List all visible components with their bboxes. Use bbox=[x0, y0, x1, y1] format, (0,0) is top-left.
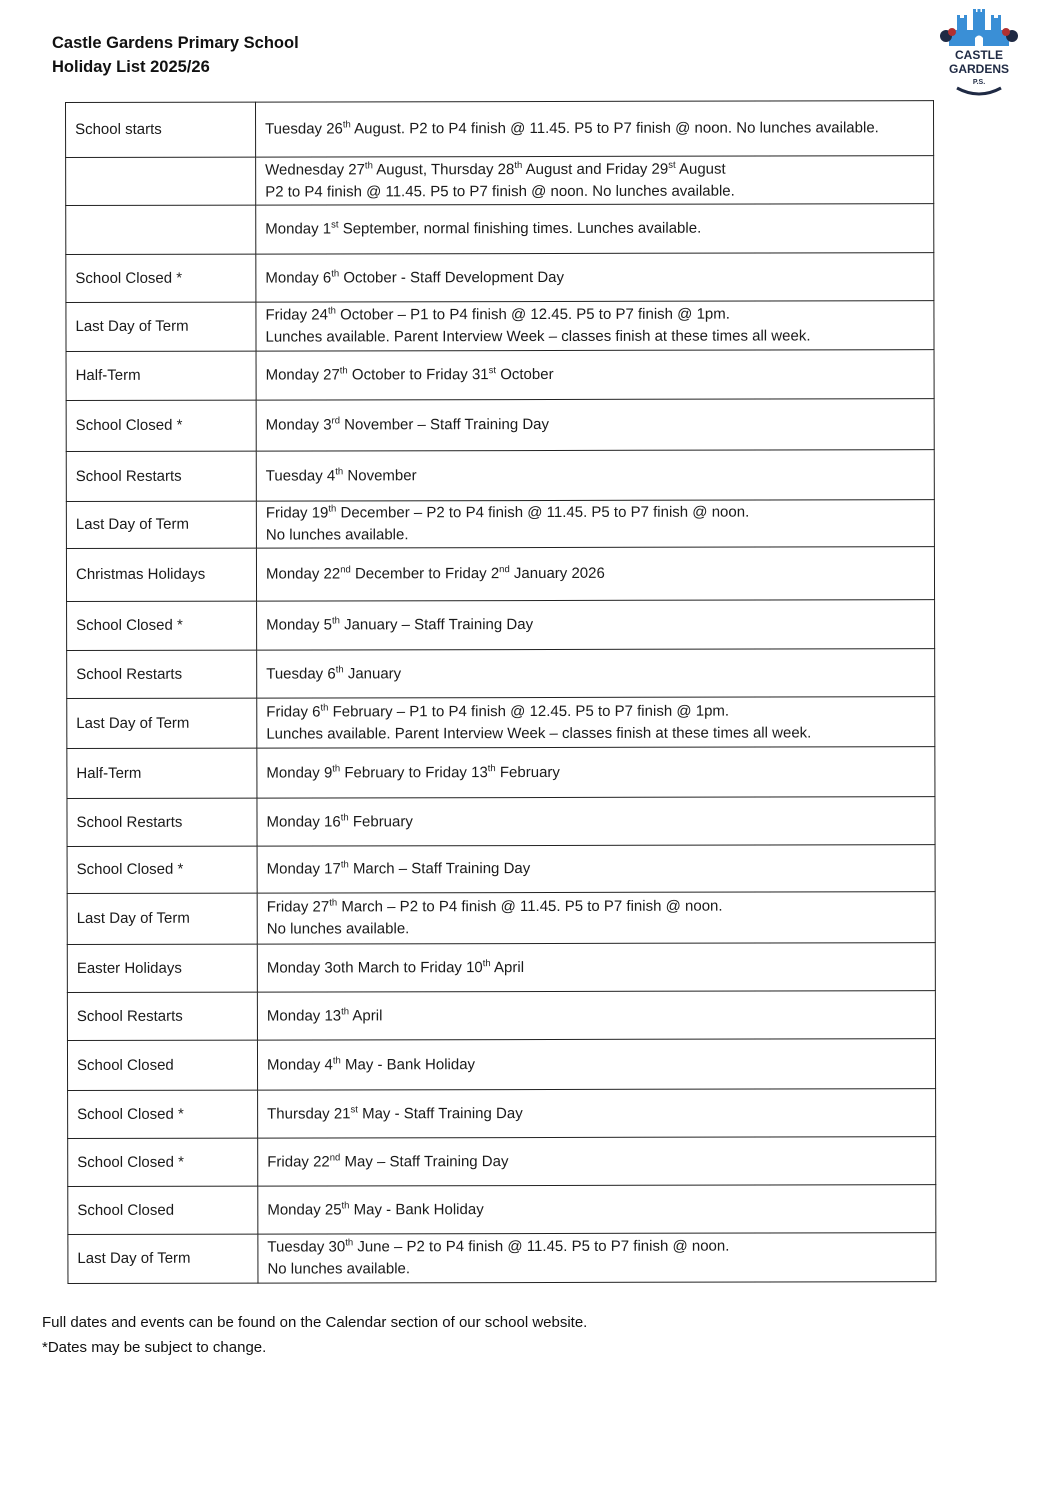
event-details bbox=[256, 204, 934, 254]
logo-line-2: GARDENS bbox=[948, 62, 1010, 76]
detail-line: Monday 13th April bbox=[266, 1005, 383, 1025]
event-details bbox=[258, 1233, 936, 1283]
detail-line: No lunches available. bbox=[266, 920, 410, 938]
table-row bbox=[67, 747, 935, 799]
event-label: School Closed bbox=[68, 1186, 258, 1234]
detail-line: Friday 19th December – P2 to P4 finish @ 11.45. P5 to P7 finish @ noon. bbox=[265, 503, 750, 522]
detail-line: Tuesday 30th June – P2 to P4 finish @ 11.45. P5 to P7 finish @ noon. bbox=[267, 1237, 730, 1256]
event-label: School Closed bbox=[67, 1040, 257, 1090]
table-row bbox=[67, 845, 935, 894]
detail-line: Monday 3oth March to Friday 10th April bbox=[266, 957, 525, 977]
detail-line: Monday 9th February to Friday 13th February bbox=[266, 762, 560, 782]
table-row bbox=[67, 797, 935, 847]
table-row bbox=[67, 892, 935, 945]
detail-line: P2 to P4 finish @ 11.45. P5 to P7 finish @ noon. No lunches available. bbox=[265, 182, 735, 201]
event-label: School Closed * bbox=[67, 846, 257, 893]
table-row bbox=[66, 547, 934, 602]
event-details bbox=[257, 747, 935, 798]
event-details bbox=[257, 991, 935, 1040]
event-label: Christmas Holidays bbox=[66, 548, 256, 601]
event-details bbox=[258, 1089, 936, 1138]
event-details bbox=[258, 1185, 936, 1234]
detail-line: Monday 22nd December to Friday 2nd January 2026 bbox=[265, 564, 605, 583]
table-row bbox=[66, 301, 934, 352]
table-row bbox=[66, 253, 934, 303]
event-details bbox=[256, 547, 934, 601]
detail-line: Tuesday 4th November bbox=[265, 465, 417, 485]
table-row bbox=[66, 500, 934, 549]
table-row bbox=[66, 399, 934, 452]
event-details bbox=[256, 253, 934, 302]
detail-line: Monday 4th May - Bank Holiday bbox=[266, 1054, 476, 1074]
table-row bbox=[68, 1089, 936, 1139]
event-details bbox=[256, 350, 934, 400]
event-details bbox=[257, 697, 935, 748]
detail-line: Thursday 21st May - Staff Training Day bbox=[267, 1103, 523, 1123]
document-footer bbox=[42, 1310, 587, 1360]
castle-icon bbox=[949, 9, 1009, 46]
event-details bbox=[258, 1137, 936, 1186]
table-row bbox=[67, 943, 935, 993]
event-label: School Closed * bbox=[66, 400, 256, 451]
event-label: Easter Holidays bbox=[67, 944, 257, 992]
detail-line: Tuesday 26th August. P2 to P4 finish @ 11.45. P5 to P7 finish @ noon. No lunches available. bbox=[265, 119, 879, 138]
footer-disclaimer: *Dates may be subject to change. bbox=[42, 1339, 267, 1356]
table-row bbox=[68, 1233, 936, 1284]
detail-line: Friday 27th March – P2 to P4 finish @ 11.45. P5 to P7 finish @ noon. bbox=[266, 897, 723, 916]
table-row bbox=[66, 350, 934, 401]
table-row bbox=[68, 1137, 936, 1187]
detail-line: Monday 1st September, normal finishing times. Lunches available. bbox=[265, 219, 702, 238]
footer-note: Full dates and events can be found on the Calendar section of our school website. bbox=[42, 1314, 588, 1331]
event-label: Last Day of Term bbox=[66, 501, 256, 548]
table-row bbox=[67, 697, 935, 749]
school-name: Castle Gardens Primary School bbox=[52, 34, 299, 52]
detail-line: Friday 6th February – P1 to P4 finish @ 12.45. P5 to P7 finish @ 1pm. bbox=[266, 701, 730, 721]
table-row bbox=[68, 1185, 936, 1235]
detail-line: Monday 27th October to Friday 31st October bbox=[265, 365, 554, 384]
event-label: Half-Term bbox=[66, 351, 256, 400]
list-title: Holiday List 2025/26 bbox=[52, 58, 210, 76]
table-row bbox=[66, 450, 934, 502]
event-details bbox=[256, 156, 934, 205]
detail-line: Friday 24th October – P1 to P4 finish @ 12.45. P5 to P7 finish @ 1pm. bbox=[265, 305, 730, 324]
event-details bbox=[256, 450, 934, 501]
event-label: School Restarts bbox=[67, 992, 257, 1040]
logo-swoosh bbox=[957, 88, 1001, 94]
table-row bbox=[67, 991, 935, 1041]
event-details bbox=[257, 1039, 935, 1090]
detail-line: Lunches available. Parent Interview Week – classes finish at these times all week. bbox=[266, 723, 812, 743]
detail-line: Friday 22nd May – Staff Training Day bbox=[267, 1151, 509, 1171]
event-label: School Restarts bbox=[67, 798, 257, 846]
event-label: Last Day of Term bbox=[67, 698, 257, 748]
event-details bbox=[256, 301, 934, 351]
event-details bbox=[256, 500, 934, 548]
event-details bbox=[257, 600, 935, 650]
event-label: School starts bbox=[66, 102, 256, 157]
table-row bbox=[66, 204, 934, 255]
detail-line: Monday 17th March – Staff Training Day bbox=[266, 859, 531, 878]
event-label: Half-Term bbox=[67, 748, 257, 798]
detail-line: No lunches available. bbox=[267, 1260, 411, 1278]
detail-line: Monday 16th February bbox=[266, 811, 413, 831]
detail-line: No lunches available. bbox=[265, 526, 409, 544]
event-details bbox=[257, 797, 935, 846]
event-label: School Closed * bbox=[67, 601, 257, 650]
detail-line: Monday 5th January – Staff Training Day bbox=[266, 615, 534, 634]
event-details bbox=[257, 892, 935, 944]
event-label bbox=[66, 205, 256, 254]
table-row bbox=[67, 600, 935, 651]
table-row bbox=[67, 1039, 935, 1091]
event-details bbox=[257, 649, 935, 698]
event-details bbox=[256, 101, 934, 157]
logo-line-1: CASTLE bbox=[955, 48, 1003, 62]
detail-line: Lunches available. Parent Interview Week – classes finish at these times all week. bbox=[265, 327, 811, 346]
detail-line: Tuesday 6th January bbox=[266, 663, 402, 683]
event-details bbox=[256, 399, 934, 451]
detail-line: Monday 25th May - Bank Holiday bbox=[267, 1199, 484, 1219]
holiday-table bbox=[65, 100, 936, 1284]
detail-line: Wednesday 27th August, Thursday 28th August and Friday 29st August bbox=[265, 159, 726, 179]
event-label: School Restarts bbox=[66, 451, 256, 501]
event-label bbox=[66, 157, 256, 205]
school-logo bbox=[935, 8, 1023, 100]
event-details bbox=[257, 845, 935, 893]
event-label: School Closed * bbox=[68, 1090, 258, 1138]
table-row bbox=[66, 156, 934, 206]
event-label: Last Day of Term bbox=[66, 302, 256, 351]
table-row bbox=[67, 649, 935, 699]
event-label: School Closed * bbox=[68, 1138, 258, 1186]
event-details bbox=[257, 943, 935, 992]
logo-line-3: P.S. bbox=[972, 79, 986, 86]
event-label: Last Day of Term bbox=[67, 893, 257, 944]
event-label: School Closed * bbox=[66, 254, 256, 302]
detail-line: Monday 6th October - Staff Development Day bbox=[265, 267, 565, 287]
event-label: School Restarts bbox=[67, 650, 257, 698]
holiday-table-body bbox=[66, 101, 936, 1284]
document-header bbox=[52, 31, 299, 79]
detail-line: Monday 3rd November – Staff Training Day bbox=[265, 415, 550, 434]
table-row bbox=[66, 101, 934, 158]
event-label: Last Day of Term bbox=[68, 1234, 258, 1283]
